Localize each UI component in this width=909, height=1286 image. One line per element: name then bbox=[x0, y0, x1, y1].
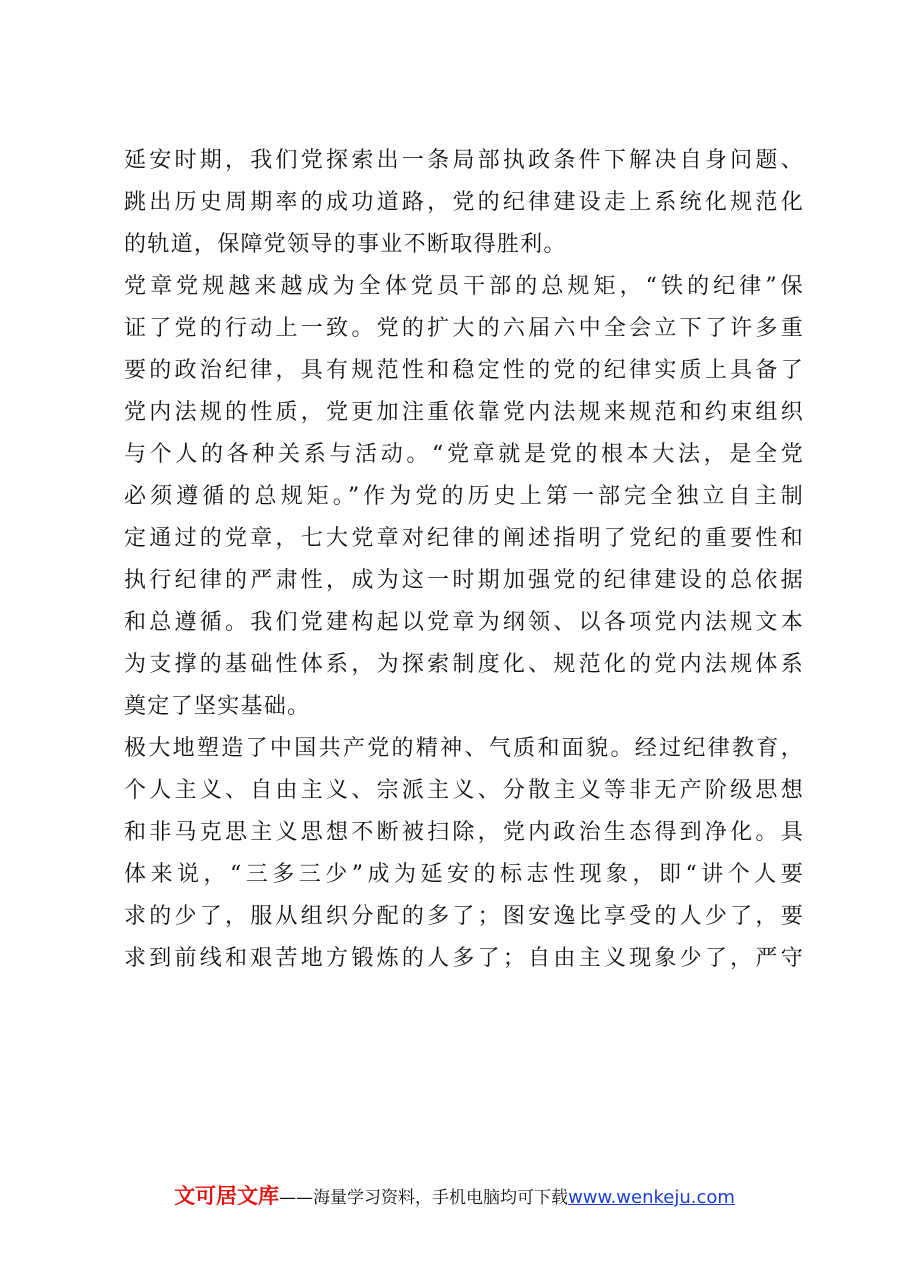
footer-banner bbox=[0, 1182, 909, 1212]
text-line: 党内法规的性质，党更加注重依靠党内法规来规范和约束组织 bbox=[124, 400, 804, 425]
paragraph-party-spirit bbox=[124, 728, 804, 980]
text-line: 为支撑的基础性体系，为探索制度化、规范化的党内法规体系 bbox=[124, 652, 804, 677]
text-line: 和总遵循。我们党建构起以党章为纲领、以各项党内法规文本 bbox=[124, 610, 804, 635]
text-line: 证了党的行动上一致。党的扩大的六届六中全会立下了许多重 bbox=[124, 316, 804, 341]
text-line: 必须遵循的总规矩。”作为党的历史上第一部完全独立自主制 bbox=[124, 484, 804, 509]
footer-slogan: ——海量学习资料，手机电脑均可下载 bbox=[279, 1188, 569, 1208]
text-line: 奠定了坚实基础。 bbox=[124, 694, 311, 719]
brand-name: 文可居文库 bbox=[174, 1184, 280, 1208]
website-link[interactable]: www.wenkeju.com bbox=[568, 1187, 735, 1208]
text-line: 体来说，“三多三少”成为延安的标志性现象，即“讲个人要 bbox=[124, 862, 804, 887]
text-line: 执行纪律的严肃性，成为这一时期加强党的纪律建设的总依据 bbox=[124, 568, 804, 593]
text-line: 极大地塑造了中国共产党的精神、气质和面貌。经过纪律教育， bbox=[124, 736, 804, 761]
text-line: 的轨道，保障党领导的事业不断取得胜利。 bbox=[124, 232, 567, 257]
text-line: 延安时期，我们党探索出一条局部执政条件下解决自身问题、 bbox=[124, 148, 804, 173]
text-line: 定通过的党章，七大党章对纪律的阐述指明了党纪的重要性和 bbox=[124, 526, 804, 551]
text-line: 与个人的各种关系与活动。“党章就是党的根本大法，是全党 bbox=[124, 442, 804, 467]
text-line: 求到前线和艰苦地方锻炼的人多了；自由主义现象少了，严守 bbox=[124, 946, 804, 971]
text-line: 要的政治纪律，具有规范性和稳定性的党的纪律实质上具备了 bbox=[124, 358, 804, 383]
text-line: 求的少了，服从组织分配的多了；图安逸比享受的人少了，要 bbox=[124, 904, 804, 929]
document-body bbox=[124, 140, 804, 980]
text-line: 和非马克思主义思想不断被扫除，党内政治生态得到净化。具 bbox=[124, 820, 804, 845]
text-line: 跳出历史周期率的成功道路，党的纪律建设走上系统化规范化 bbox=[124, 190, 804, 215]
paragraph-yanan-period bbox=[124, 140, 804, 266]
paragraph-party-rules bbox=[124, 266, 804, 728]
text-line: 个人主义、自由主义、宗派主义、分散主义等非无产阶级思想 bbox=[124, 778, 804, 803]
text-line: 党章党规越来越成为全体党员干部的总规矩，“铁的纪律”保 bbox=[124, 274, 804, 299]
